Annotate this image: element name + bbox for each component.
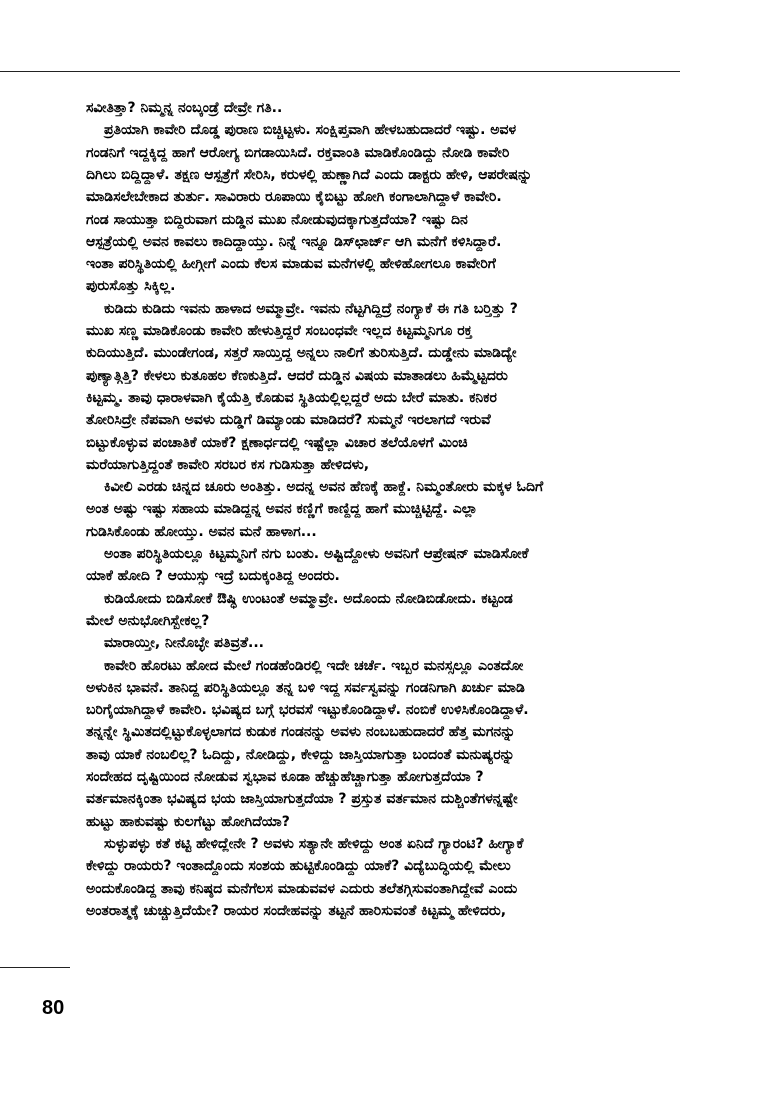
text-line: ಕಿಟ್ಟಮ್ಮ. ತಾವು ಧಾರಾಳವಾಗಿ ಕೈಯೆತ್ತಿ ಕೊಡುವ ಸ್ಥಿತಿಯಲ್ಲಿಲ್ಲದ್ದರೆ ಅದು ಬೇರೆ ಮಾತು. ಕನಿಕರ [86, 389, 497, 406]
text-line: ಬರಿಗೈಯಾಗಿದ್ದಾಳೆ ಕಾವೇರಿ. ಭವಿಷ್ಯದ ಬಗ್ಗೆ ಭರವಸೆ ಇಟ್ಟುಕೊಂಡಿದ್ದಾಳೆ. ನಂಬಿಕೆ ಉಳಿಸಿಕೊಂಡಿದ್ದಾಳೆ. [86, 702, 529, 719]
text-line: ಹುಟ್ಟು ಹಾಕುವಷ್ಟು ಕುಲಗೆಟ್ಟು ಹೋಗಿದೆಯಾ? [86, 813, 290, 830]
text-line: ತನ್ನನ್ನೇ ಸ್ಥಿಮಿತದಲ್ಲಿಟ್ಟುಕೊಳ್ಳಲಾಗದ ಕುಡುಕ ಗಂಡನನ್ನು ಅವಳು ನಂಬಬಹುದಾದರೆ ಹೆತ್ತ ಮಗನನ್ನು [86, 724, 516, 741]
text-line: ವರ್ತಮಾನಕ್ಕಿಂತಾ ಭವಿಷ್ಯದ ಭಯ ಜಾಸ್ತಿಯಾಗುತ್ತದೆಯಾ ? ಪ್ರಸ್ತುತ ವರ್ತಮಾನ ದುಶ್ಚಿಂತೆಗಳನ್ನಷ್ಟೇ [86, 791, 518, 808]
text-line: ಯಾಕೆ ಹೋದಿ ? ಆಯುಸ್ಸು ಇದ್ರೆ ಬದುಕ್ಕಂತಿದ್ದ ಅಂದರು. [86, 568, 340, 585]
text-line: ಸುಳ್ಳುಪಳ್ಳು ಕತೆ ಕಟ್ಟಿ ಹೇಳಿದ್ಲೇನೇ ? ಅವಳು ಸತ್ಯಾನೇ ಹೇಳಿದ್ದು ಅಂತ ಏನಿದೆ ಗ್ಯಾರಂಟಿ? ಹೀಗ್ಯಾಕೆ [104, 835, 524, 852]
text-line: ಕುಡಿದು ಕುಡಿದು ಇವನು ಹಾಳಾದ ಅಮ್ಮಾವ್ರೇ. ಇವನು ನೆಟ್ಟಗಿದ್ದಿದ್ರೆ ನಂಗ್ಯಾಕೆ ಈ ಗತಿ ಬರ್‍ತಿತ್ತು ? [104, 300, 518, 317]
text-line: ದಿಗಿಲು ಬಿದ್ದಿದ್ದಾಳೆ. ತಕ್ಷಣ ಆಸ್ಪತ್ರೆಗೆ ಸೇರಿಸಿ, ಕರುಳಲ್ಲಿ ಹುಣ್ಣಾಗಿದೆ ಎಂದು ಡಾಕ್ಟರು ಹೇಳಿ, ಆಪರೇಷನ್ನು [86, 166, 533, 183]
text-line: ಕಾವೇರಿ ಹೊರಟು ಹೋದ ಮೇಲೆ ಗಂಡಹೆಂಡಿರಲ್ಲಿ ಇದೇ ಚರ್ಚೆ. ಇಬ್ಬರ ಮನಸ್ಸಲ್ಲೂ ಎಂತದೋ [104, 657, 524, 674]
page-number: 80 [42, 997, 65, 1019]
text-line: ಸಂದೇಹದ ದೃಷ್ಟಿಯಿಂದ ನೋಡುವ ಸ್ವಭಾವ ಕೂಡಾ ಹೆಚ್ಚುಹೆಚ್ಚಾಗುತ್ತಾ ಹೋಗುತ್ತದೆಯಾ ? [86, 769, 484, 785]
text-line: ಅಂದುಕೊಂಡಿದ್ದ ತಾವು ಕನಿಷ್ಠದ ಮನೆಗೆಲಸ ಮಾಡುವವಳ ಎದುರು ತಲೆತಗ್ಗಿಸುವಂತಾಗಿದ್ದೇವೆ ಎಂದು [86, 880, 518, 897]
text-line: ಇಂತಾ ಪರಿಸ್ಥಿತಿಯಲ್ಲಿ ಹೀಗ್ಗೀಗೆ ಎಂದು ಕೆಲಸ ಮಾಡುವ ಮನೆಗಳಲ್ಲಿ ಹೇಳಿಹೋಗಲೂ ಕಾವೇರಿಗೆ [86, 256, 496, 273]
text-line: ಕುದಿಯುತ್ತಿದೆ. ಮುಂಡೇಗಂಡ, ಸತ್ತರೆ ಸಾಯ್ತಿದ್ದ ಅನ್ನಲು ನಾಲಿಗೆ ತುರಿಸುತ್ತಿದೆ. ದುಡ್ಡೇನು ಮಾಡಿದ್ಯೇ [86, 345, 517, 362]
footer-rule [0, 967, 70, 968]
text-line: ಮುಖ ಸಣ್ಣ ಮಾಡಿಕೊಂಡು ಕಾವೇರಿ ಹೇಳುತ್ತಿದ್ದರೆ ಸಂಬಂಧವೇ ಇಲ್ಲದ ಕಿಟ್ಟಮ್ಮನಿಗೂ ರಕ್ತ [86, 323, 473, 339]
text-line: ತಾವು ಯಾಕೆ ನಂಬಲಿಲ್ಲ? ಓದಿದ್ದು, ನೋಡಿದ್ದು, ಕೇಳಿದ್ದು ಜಾಸ್ತಿಯಾಗುತ್ತಾ ಬಂದಂತೆ ಮನುಷ್ಯರನ್ನು [86, 746, 515, 763]
text-line: ಕೇಳಿದ್ದು ರಾಯರು? ಇಂತಾದ್ದೊಂದು ಸಂಶಯ ಹುಟ್ಟಿಕೊಂಡಿದ್ದು ಯಾಕೆ? ವಿದ್ಯೆಬುದ್ಧಿಯಲ್ಲಿ ಮೇಲು [86, 858, 511, 875]
text-line: ಗುಡಿಸಿಕೊಂಡು ಹೋಯ್ತು. ಅವನ ಮನೆ ಹಾಳಾಗ... [86, 523, 317, 540]
text-line: ಮೇಲೆ ಅನುಭೋಗಿಸ್ಬೇಕಲ್ಲ? [86, 612, 210, 629]
text-line: ಅಂತಾ ಪರಿಸ್ಥಿತಿಯಲ್ಲೂ ಕಿಟ್ಟಮ್ಮನಿಗೆ ನಗು ಬಂತು. ಅಷ್ಟಿದ್ದೋಳು ಅವನಿಗೆ ಆಪ್ರೇಷನ್ ಮಾಡಿಸೋಕೆ [104, 546, 529, 562]
text-line: ಅಂತರಾತ್ಮಕ್ಕೆ ಚುಚ್ಚುತ್ತಿದೆಯೇ? ರಾಯರ ಸಂದೇಹವನ್ನು ತಟ್ಟನೆ ಹಾರಿಸುವಂತೆ ಕಿಟ್ಟಮ್ಮ ಹೇಳಿದರು, [86, 902, 507, 919]
text-line: ತೋರಿಸಿದ್ರೇ ನೆಪವಾಗಿ ಅವಳು ದುಡ್ಡಿಗೆ ಡಿಮ್ಯಾಂಡು ಮಾಡಿದರೆ? ಸುಮ್ಮನೆ ಇರಲಾಗದೆ ಇರುವೆ [86, 412, 491, 429]
text-line: ಬಿಟ್ಟುಕೊಳ್ಳುವ ಪಂಚಾತಿಕೆ ಯಾಕೆ? ಕ್ಷಣಾರ್ಧದಲ್ಲಿ ಇಷ್ಟೆಲ್ಲಾ ವಿಚಾರ ತಲೆಯೊಳಗೆ ಮಿಂಚಿ [86, 434, 468, 451]
text-line: ಮಾಡಿಸಲೇಬೇಕಾದ ತುರ್ತು. ಸಾವಿರಾರು ರೂಪಾಯಿ ಕೈಬಿಟ್ಟು ಹೋಗಿ ಕಂಗಾಲಾಗಿದ್ದಾಳೆ ಕಾವೇರಿ. [86, 189, 502, 206]
text-line: ಪ್ರತಿಯಾಗಿ ಕಾವೇರಿ ದೊಡ್ಡ ಪುರಾಣ ಬಿಚ್ಚಿಟ್ಟಳು. ಸಂಕ್ಷಿಪ್ತವಾಗಿ ಹೇಳಬಹುದಾದರೆ ಇಷ್ಟು. ಅವಳ [104, 122, 517, 139]
header-rule [0, 71, 680, 72]
text-line: ಮರೆಯಾಗುತ್ತಿದ್ದಂತೆ ಕಾವೇರಿ ಸರಬರ ಕಸ ಗುಡಿಸುತ್ತಾ ಹೇಳಿದಳು, [86, 456, 370, 473]
text-line: ಕಿವೀಲಿ ಎರಡು ಚಿನ್ನದ ಚೂರು ಅಂತಿತ್ತು. ಅದನ್ನ ಅವನ ಹೆಣಕ್ಕೆ ಹಾಕ್ದೆ. ನಿಮ್ಮಂತೋರು ಮಕ್ಕಳ ಓದಿಗೆ [104, 479, 544, 496]
text-line: ಪುಣ್ಯಾತ್ಗಿತ್ತಿ? ಕೇಳಲು ಕುತೂಹಲ ಕೆಣಕುತ್ತಿದೆ. ಆದರೆ ದುಡ್ಡಿನ ವಿಷಯ ಮಾತಾಡಲು ಹಿಮ್ಮೆಟ್ಟದರು [86, 367, 508, 384]
text-line: ಗಂಡನಿಗೆ ಇದ್ದಕ್ಕಿದ್ದ ಹಾಗೆ ಆರೋಗ್ಯ ಬಿಗಡಾಯಿಸಿದೆ. ರಕ್ತವಾಂತಿ ಮಾಡಿಕೊಂಡಿದ್ದು ನೋಡಿ ಕಾವೇರಿ [86, 144, 510, 161]
text-line: ಅಳುಕಿನ ಭಾವನೆ. ತಾನಿದ್ದ ಪರಿಸ್ಥಿತಿಯಲ್ಲೂ ತನ್ನ ಬಳಿ ಇದ್ದ ಸರ್ವಸ್ವವನ್ನು ಗಂಡನಿಗಾಗಿ ಖರ್ಚು ಮಾಡಿ [86, 679, 525, 696]
text-line: ಗಂಡ ಸಾಯುತ್ತಾ ಬಿದ್ದಿರುವಾಗ ದುಡ್ಡಿನ ಮುಖ ನೋಡುವುದಕ್ಕಾಗುತ್ತದೆಯಾ? ಇಷ್ಟು ದಿನ [86, 211, 468, 228]
text-line: ಆಸ್ಪತ್ರೆಯಲ್ಲಿ ಅವನ ಕಾವಲು ಕಾದಿದ್ದಾಯ್ತು. ನಿನ್ನೆ ಇನ್ನೂ ಡಿಸ್‌ಛಾರ್ಜ್ ಆಗಿ ಮನೆಗೆ ಕಳಿಸಿದ್ದಾರೆ. [86, 233, 502, 250]
text-line: ಕುಡಿಯೋದು ಬಿಡಿಸೋಕೆ ಔಷ್ಧಿ ಉಂಟಂತೆ ಅಮ್ಮಾವ್ರೇ. ಅದೊಂದು ನೋಡಿಬಿಡೋದು. ಕಟ್ಟಂಡ [104, 590, 513, 607]
text-line: ಮಾರಾಯ್ತೀ, ನೀನೊಬ್ಳೇ ಪತಿವ್ರತೆ... [104, 635, 264, 652]
text-line: ಸವೀತಿತ್ತಾ? ನಿಮ್ಮನ್ನ ನಂಬ್ಕಂಡ್ರೆ ದೇವ್ರೇ ಗತಿ.. [86, 100, 283, 116]
text-line: ಅಂತ ಅಷ್ಟು ಇಷ್ಟು ಸಹಾಯ ಮಾಡಿದ್ದನ್ನ ಅವನ ಕಣ್ಣಿಗೆ ಕಾಣ್ದಿದ್ದ ಹಾಗೆ ಮುಚ್ಚಿಟ್ಟಿದ್ದೆ. ಎಲ್ಲಾ [86, 501, 478, 518]
text-line: ಪುರುಸೊತ್ತು ಸಿಕ್ಕಿಲ್ಲ. [86, 278, 176, 295]
